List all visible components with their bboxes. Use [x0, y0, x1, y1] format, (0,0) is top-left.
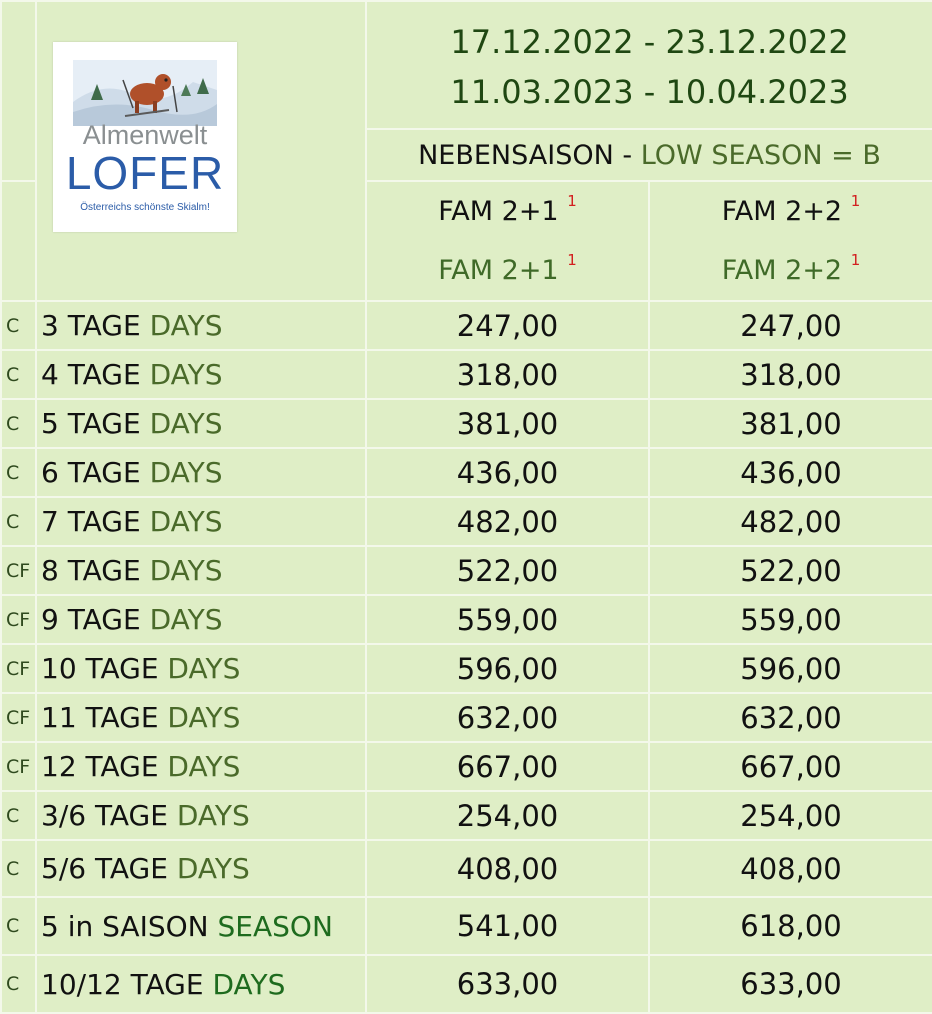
table-row [1, 742, 932, 791]
ticket-code: C [1, 791, 36, 840]
season-date-ranges [366, 1, 932, 129]
price-fam22: 482,00 [649, 497, 932, 546]
price-fam22: 408,00 [649, 840, 932, 897]
season-label [366, 129, 932, 181]
price-fam21: 541,00 [366, 897, 649, 955]
footnote-marker: 1 [567, 192, 577, 210]
footnote-marker: 1 [850, 251, 861, 269]
price-fam21: 596,00 [366, 644, 649, 693]
table-row [1, 644, 932, 693]
price-fam21: 247,00 [366, 301, 649, 350]
logo-tagline: Österreichs schönste Skialm! [80, 202, 210, 213]
duration-label: 3/6 TAGE DAYS [36, 791, 366, 840]
logo-cell [36, 1, 366, 301]
price-fam22: 559,00 [649, 595, 932, 644]
table-row [1, 301, 932, 350]
logo-wordmark-lofer: LOFER [65, 147, 225, 199]
price-fam22: 247,00 [649, 301, 932, 350]
ticket-code: C [1, 897, 36, 955]
duration-label: 11 TAGE DAYS [36, 693, 366, 742]
table-row [1, 693, 932, 742]
price-fam22: 318,00 [649, 350, 932, 399]
table-row [1, 955, 932, 1013]
duration-label: 5/6 TAGE DAYS [36, 840, 366, 897]
duration-label: 9 TAGE DAYS [36, 595, 366, 644]
price-fam22: 254,00 [649, 791, 932, 840]
col-header-fam22-en: FAM 2+2 $^1$ [649, 241, 932, 301]
ticket-code: CF [1, 742, 36, 791]
duration-label: 10 TAGE DAYS [36, 644, 366, 693]
col-header-fam22-de: FAM 2+2 $^1$ [649, 181, 932, 241]
table-row [1, 840, 932, 897]
col-header-fam21-en: FAM 2+1 $^1$ [366, 241, 649, 301]
duration-label: 6 TAGE DAYS [36, 448, 366, 497]
price-fam21: 559,00 [366, 595, 649, 644]
duration-label: 5 in SAISON SEASON [36, 897, 366, 955]
ticket-code: C [1, 448, 36, 497]
price-fam21: 254,00 [366, 791, 649, 840]
ticket-code: C [1, 399, 36, 448]
table-row [1, 448, 932, 497]
ticket-code: C [1, 301, 36, 350]
ticket-code: CF [1, 693, 36, 742]
ticket-code: CF [1, 595, 36, 644]
ticket-code: CF [1, 546, 36, 595]
table-row [1, 546, 932, 595]
table-row [1, 497, 932, 546]
season-label-en: LOW SEASON = B [640, 139, 881, 171]
logo-wordmark-almenwelt: Almenwelt [82, 120, 208, 150]
ticket-code: C [1, 497, 36, 546]
price-fam22: 522,00 [649, 546, 932, 595]
date-range-2: 11.03.2023 - 10.04.2023 [450, 73, 849, 111]
price-fam22: 381,00 [649, 399, 932, 448]
duration-label: 4 TAGE DAYS [36, 350, 366, 399]
price-fam22: 596,00 [649, 644, 932, 693]
ticket-code: C [1, 955, 36, 1013]
ticket-code: C [1, 350, 36, 399]
price-fam21: 522,00 [366, 546, 649, 595]
price-fam22: 632,00 [649, 693, 932, 742]
duration-label: 12 TAGE DAYS [36, 742, 366, 791]
price-fam21: 318,00 [366, 350, 649, 399]
blank-code-cell [1, 1, 36, 181]
price-fam22: 633,00 [649, 955, 932, 1013]
table-row [1, 791, 932, 840]
price-fam21: 633,00 [366, 955, 649, 1013]
season-label-sep: - [613, 139, 641, 171]
duration-label: 8 TAGE DAYS [36, 546, 366, 595]
price-fam21: 632,00 [366, 693, 649, 742]
price-fam21: 436,00 [366, 448, 649, 497]
ticket-code: CF [1, 644, 36, 693]
table-row [1, 399, 932, 448]
footnote-marker: 1 [850, 192, 861, 210]
duration-label: 5 TAGE DAYS [36, 399, 366, 448]
duration-label: 10/12 TAGE DAYS [36, 955, 366, 1013]
table-row [1, 350, 932, 399]
price-fam21: 667,00 [366, 742, 649, 791]
skiing-dog-icon [73, 60, 217, 126]
col-header-fam21-de: FAM 2+1 $^1$ [366, 181, 649, 241]
header-row-dates [1, 1, 932, 129]
duration-label: 3 TAGE DAYS [36, 301, 366, 350]
price-fam21: 408,00 [366, 840, 649, 897]
price-fam22: 436,00 [649, 448, 932, 497]
price-fam22: 618,00 [649, 897, 932, 955]
footnote-marker: 1 [567, 251, 577, 269]
ticket-code: C [1, 840, 36, 897]
table-row [1, 595, 932, 644]
price-fam21: 482,00 [366, 497, 649, 546]
price-fam22: 667,00 [649, 742, 932, 791]
blank-code-cell-2 [1, 181, 36, 301]
duration-label: 7 TAGE DAYS [36, 497, 366, 546]
almenwelt-lofer-logo [53, 42, 237, 232]
table-row [1, 897, 932, 955]
date-range-1: 17.12.2022 - 23.12.2022 [450, 23, 849, 61]
season-label-de: NEBENSAISON [418, 139, 614, 171]
price-fam21: 381,00 [366, 399, 649, 448]
